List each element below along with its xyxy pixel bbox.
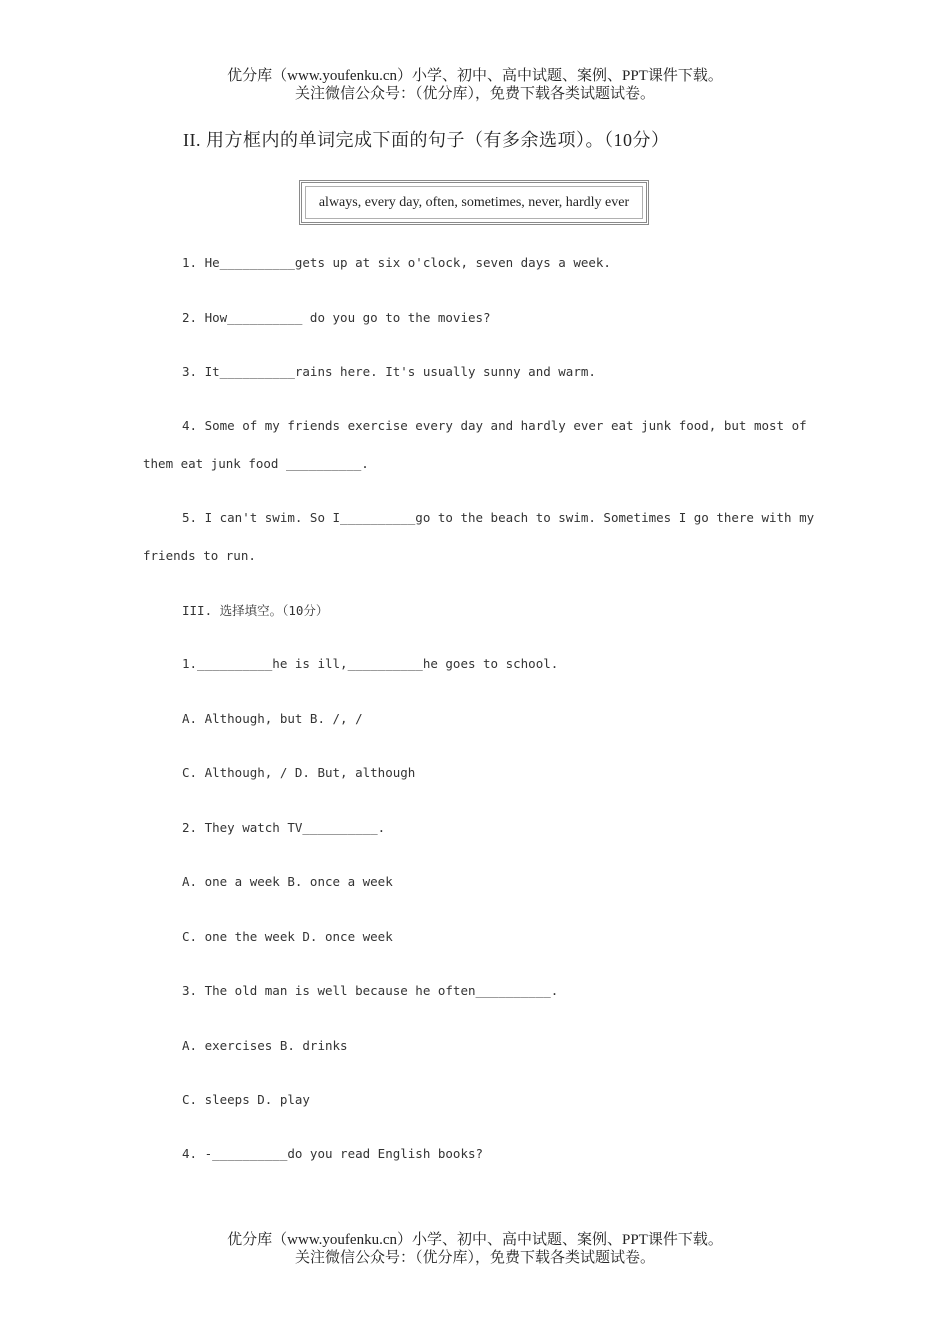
s3-line-4: 2. They watch TV__________. <box>182 820 386 835</box>
word-box <box>299 180 649 225</box>
header-line-1: 优分库（www.youfenku.cn）小学、初中、高中试题、案例、PPT课件下载。 <box>227 68 723 84</box>
s2-question-3: 3. It__________rains here. It's usually sunny and warm. <box>182 364 596 379</box>
s2-question-2: 2. How__________ do you go to the movies? <box>182 310 491 325</box>
footer-line-2: 关注微信公众号：（优分库），免费下载各类试题试卷。 <box>294 1250 655 1266</box>
s3-line-3: C. Although, / D. But, although <box>182 765 416 780</box>
s3-line-6: C. one the week D. once week <box>182 929 393 944</box>
s2-question-4-cont: them eat junk food __________. <box>143 456 369 471</box>
s3-line-9: C. sleeps D. play <box>182 1092 310 1107</box>
section-3-title: III. 选择填空。（10分） <box>182 603 329 618</box>
s2-question-5: 5. I can't swim. So I__________go to the beach to swim. Sometimes I go there with my <box>182 510 815 525</box>
s2-question-4: 4. Some of my friends exercise every day and hardly ever eat junk food, but most of <box>182 418 807 433</box>
page-footer <box>0 1231 950 1267</box>
section-2-title: II. 用方框内的单词完成下面的句子（有多余选项）。（10分） <box>183 130 670 150</box>
header-line-2: 关注微信公众号：（优分库），免费下载各类试题试卷。 <box>294 86 655 102</box>
s3-line-2: A. Although, but B. /, / <box>182 711 363 726</box>
footer-line-1: 优分库（www.youfenku.cn）小学、初中、高中试题、案例、PPT课件下载。 <box>227 1232 723 1248</box>
s3-line-1: 1.__________he is ill,__________he goes to school. <box>182 656 559 671</box>
word-box-text: always, every day, often, sometimes, never, hardly ever <box>305 186 643 219</box>
s2-question-5-cont: friends to run. <box>143 548 256 563</box>
s2-question-1: 1. He__________gets up at six o'clock, seven days a week. <box>182 255 611 270</box>
s3-line-10: 4. -__________do you read English books? <box>182 1146 484 1161</box>
s3-line-5: A. one a week B. once a week <box>182 874 393 889</box>
s3-line-8: A. exercises B. drinks <box>182 1038 348 1053</box>
s3-line-7: 3. The old man is well because he often__________. <box>182 983 559 998</box>
page-header <box>0 67 950 103</box>
